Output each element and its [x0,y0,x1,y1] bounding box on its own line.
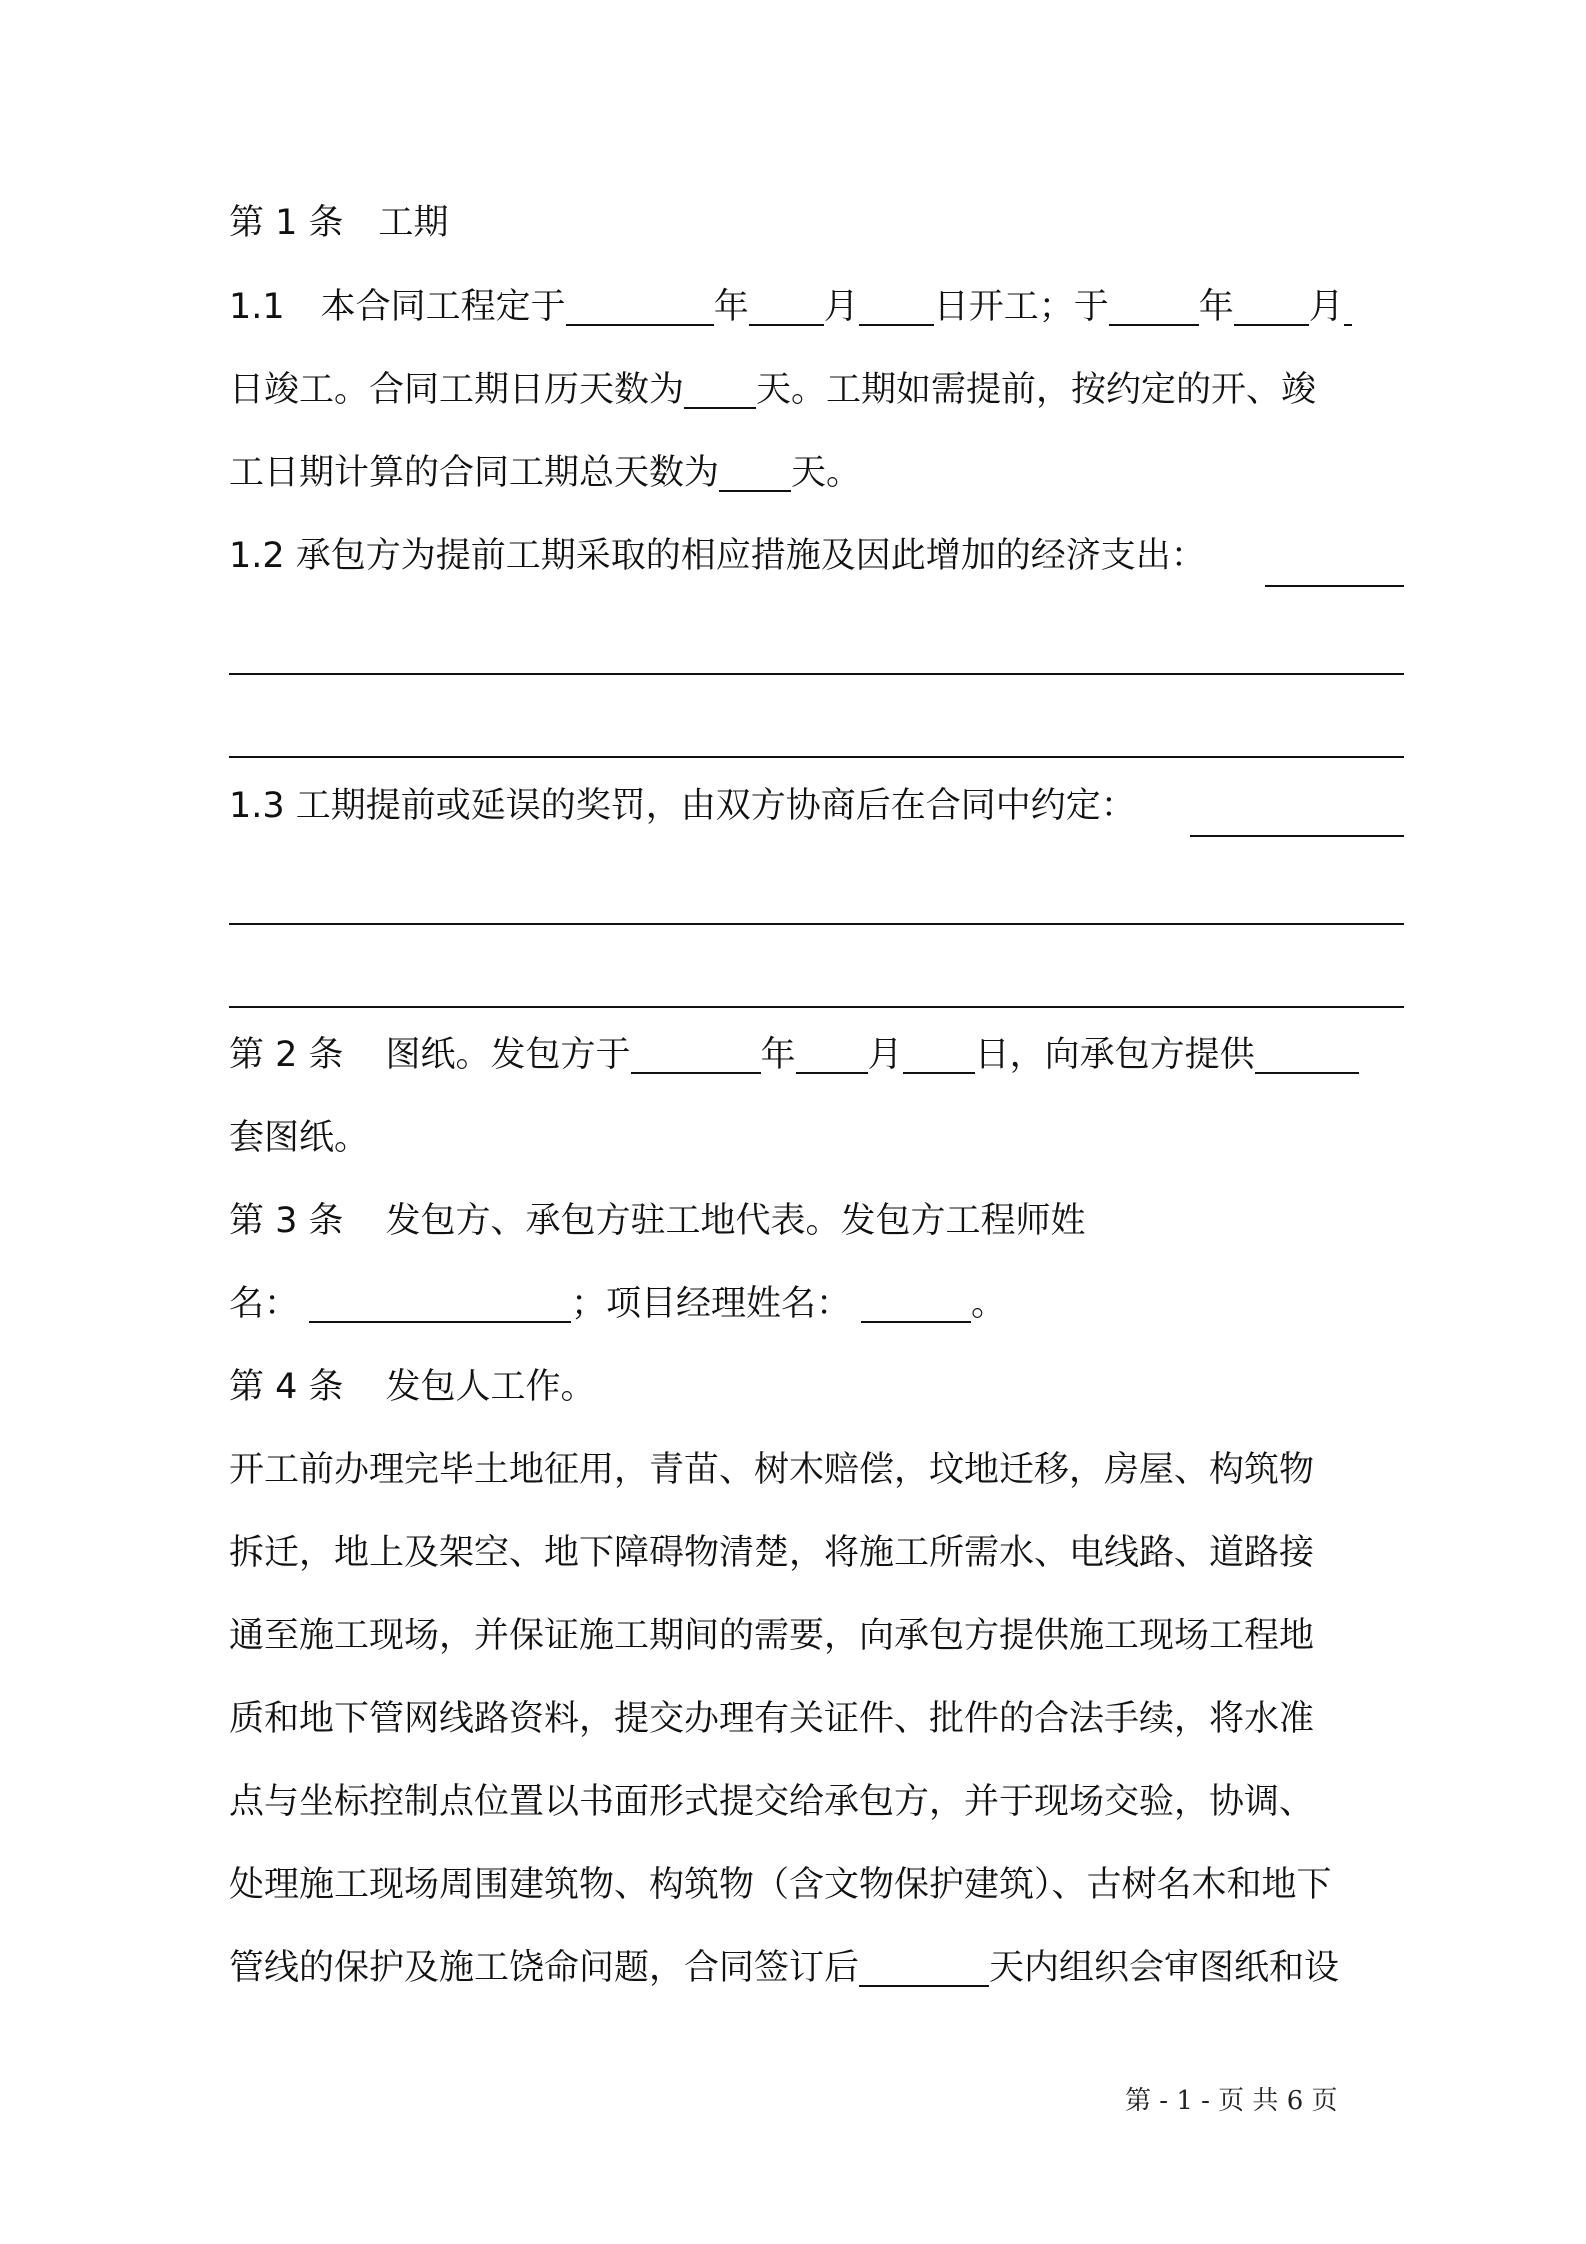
article-4-body-line: 质和地下管网线路资料，提交办理有关证件、批件的合法手续，将水准 [229,1699,1315,1739]
article-4-body-line: 管线的保护及施工饶命问题，合同签订后 天内组织会审图纸和设 [229,1948,1340,1988]
article-4-body-line: 通至施工现场，并保证施工期间的需要，向承包方提供施工现场工程地 [229,1616,1315,1656]
blank-drawings-year[interactable] [631,1036,761,1074]
blank-line-1-3a[interactable] [1190,835,1404,837]
blank-manager-name[interactable] [861,1285,971,1323]
clause-1-1-line-2: 日竣工。合同工期日历天数为 天。工期如需提前，按约定的开、竣 [229,370,1317,410]
clause-1-2: 1.2 承包方为提前工期采取的相应措施及因此增加的经济支出： [229,536,1206,576]
clause-1-1-line-1: 1.1 本合同工程定于 年 月 日开工；于 年 月 [229,282,1404,332]
blank-drawings-day[interactable] [903,1036,975,1074]
blank-end-month[interactable] [1234,288,1309,326]
article-3-line-2: 名： ；项目经理姓名： 。 [229,1284,1007,1324]
blank-total-days[interactable] [719,454,791,492]
blank-start-year[interactable] [566,288,714,326]
article-4-body-line: 拆迁，地上及架空、地下障碍物清楚，将施工所需水、电线路、道路接 [229,1533,1315,1573]
blank-calendar-days[interactable] [684,371,756,409]
blank-line-1-2c[interactable] [229,756,1404,758]
article-2-line-1: 第 2 条 图纸。发包方于 年 月 日，向承包方提供 [229,1030,1404,1080]
article-4-body-line: 处理施工现场周围建筑物、构筑物（含文物保护建筑）、古树名木和地下 [229,1865,1332,1905]
clause-1-3: 1.3 工期提前或延误的奖罚，由双方协商后在合同中约定： [229,786,1136,826]
article-4-body-line: 开工前办理完毕土地征用，青苗、树木赔偿，坟地迁移，房屋、构筑物 [229,1450,1315,1490]
blank-start-month[interactable] [749,288,824,326]
blank-review-days[interactable] [859,1949,989,1987]
blank-line-1-3c[interactable] [229,1006,1404,1008]
blank-line-1-2b[interactable] [229,673,1404,675]
blank-start-day[interactable] [859,288,934,326]
blank-engineer-name[interactable] [309,1285,571,1323]
article-3-line-1: 第 3 条 发包方、承包方驻工地代表。发包方工程师姓 [229,1201,1086,1241]
article-4-body-line: 点与坐标控制点位置以书面形式提交给承包方，并于现场交验，协调、 [229,1782,1315,1822]
blank-drawings-month[interactable] [796,1036,868,1074]
blank-drawings-sets[interactable] [1255,1036,1359,1074]
page-number-footer: 第 - 1 - 页 共 6 页 [1125,2086,1338,2116]
blank-line-1-2a[interactable] [1265,585,1404,587]
blank-line-1-3b[interactable] [229,923,1404,925]
article-4-heading: 第 4 条 发包人工作。 [229,1367,596,1407]
clause-1-1-line-3: 工日期计算的合同工期总天数为 天。 [229,453,862,493]
blank-end-year[interactable] [1109,288,1199,326]
article-2-line-2: 套图纸。 [229,1118,370,1158]
article-1-heading: 第 1 条 工期 [229,203,449,243]
